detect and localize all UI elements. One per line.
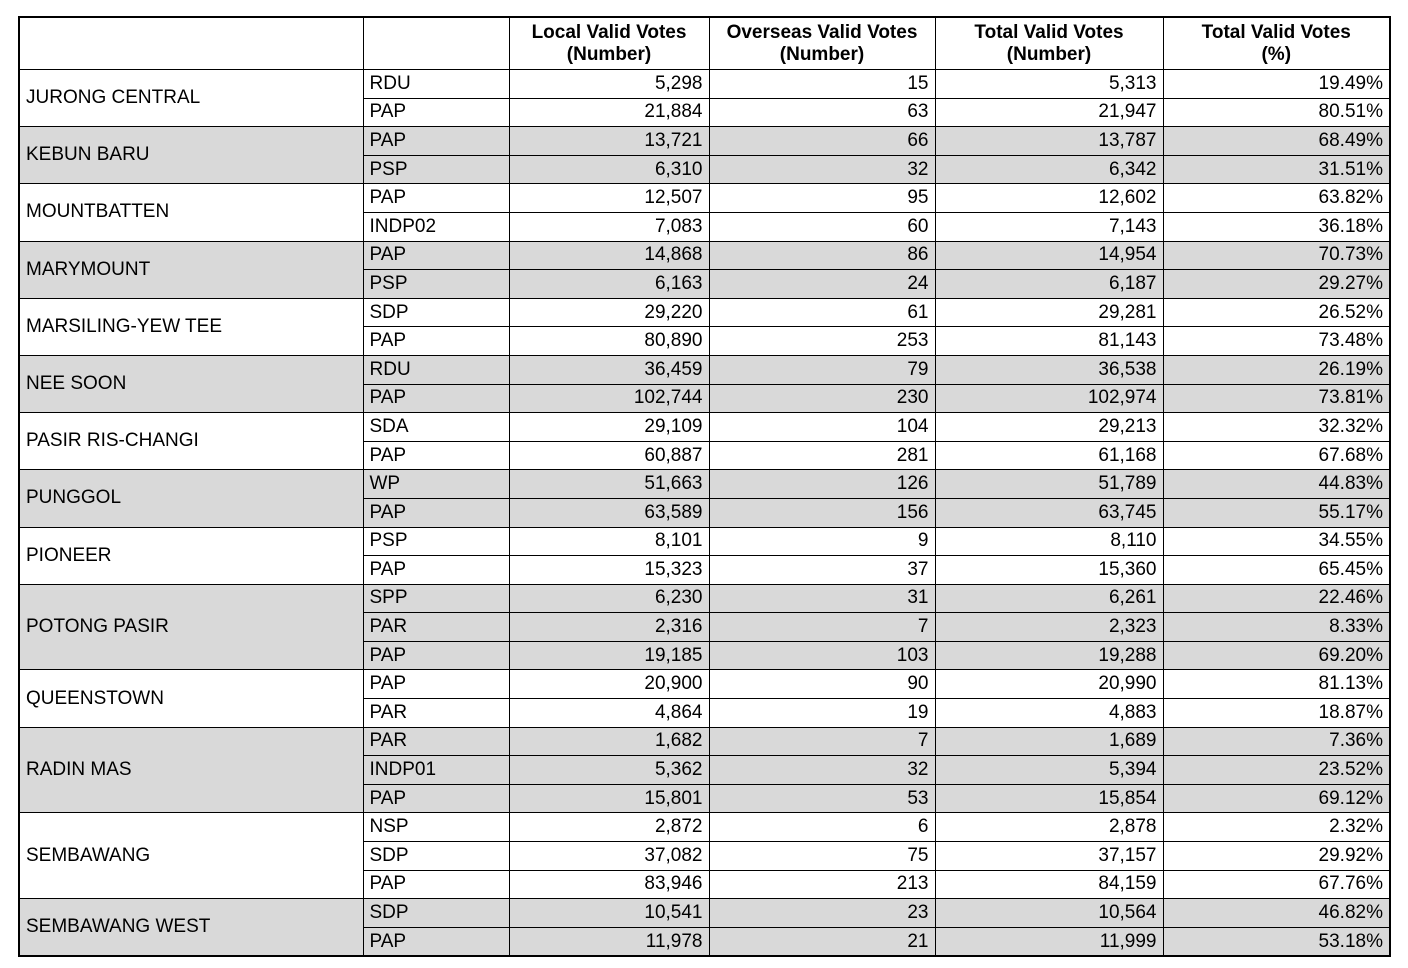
total-votes: 15,854 [935, 784, 1163, 813]
local-votes: 20,900 [509, 670, 709, 699]
constituency-name: PUNGGOL [19, 470, 363, 527]
local-votes: 15,801 [509, 784, 709, 813]
local-votes: 11,978 [509, 927, 709, 956]
table-row [19, 584, 1390, 613]
total-percent: 29.92% [1163, 842, 1390, 871]
table-row [19, 470, 1390, 499]
total-votes: 102,974 [935, 384, 1163, 413]
total-votes: 14,954 [935, 241, 1163, 270]
local-votes: 51,663 [509, 470, 709, 499]
party-name: PAP [363, 98, 509, 127]
total-percent: 26.52% [1163, 298, 1390, 327]
total-votes: 61,168 [935, 441, 1163, 470]
constituency-name: MOUNTBATTEN [19, 184, 363, 241]
total-votes: 11,999 [935, 927, 1163, 956]
total-percent: 29.27% [1163, 270, 1390, 299]
overseas-votes: 230 [709, 384, 935, 413]
header-total-votes [935, 17, 1163, 70]
total-percent: 69.12% [1163, 784, 1390, 813]
local-votes: 6,163 [509, 270, 709, 299]
header-percent-line2: (%) [1261, 43, 1292, 65]
overseas-votes: 104 [709, 413, 935, 442]
local-votes: 80,890 [509, 327, 709, 356]
total-percent: 22.46% [1163, 584, 1390, 613]
local-votes: 29,220 [509, 298, 709, 327]
party-name: PAP [363, 241, 509, 270]
party-name: PSP [363, 270, 509, 299]
table-row [19, 899, 1390, 928]
overseas-votes: 32 [709, 155, 935, 184]
local-votes: 12,507 [509, 184, 709, 213]
header-local-line2: (Number) [566, 43, 652, 65]
overseas-votes: 53 [709, 784, 935, 813]
total-votes: 29,281 [935, 298, 1163, 327]
total-votes: 10,564 [935, 899, 1163, 928]
overseas-votes: 31 [709, 584, 935, 613]
party-name: PAP [363, 384, 509, 413]
election-results-table [18, 16, 1391, 957]
party-name: SDP [363, 899, 509, 928]
header-row [19, 17, 1390, 70]
header-constituency [19, 17, 363, 70]
total-percent: 44.83% [1163, 470, 1390, 499]
overseas-votes: 253 [709, 327, 935, 356]
local-votes: 37,082 [509, 842, 709, 871]
constituency-name: QUEENSTOWN [19, 670, 363, 727]
party-name: WP [363, 470, 509, 499]
constituency-name: SEMBAWANG [19, 813, 363, 899]
header-total-line2: (Number) [1006, 43, 1092, 65]
total-percent: 81.13% [1163, 670, 1390, 699]
overseas-votes: 24 [709, 270, 935, 299]
party-name: PSP [363, 527, 509, 556]
table-row [19, 70, 1390, 99]
total-percent: 67.68% [1163, 441, 1390, 470]
party-name: PAP [363, 784, 509, 813]
total-votes: 6,342 [935, 155, 1163, 184]
party-name: SDP [363, 298, 509, 327]
local-votes: 10,541 [509, 899, 709, 928]
local-votes: 60,887 [509, 441, 709, 470]
constituency-name: SEMBAWANG WEST [19, 899, 363, 957]
total-votes: 4,883 [935, 699, 1163, 728]
party-name: PAP [363, 641, 509, 670]
local-votes: 6,230 [509, 584, 709, 613]
local-votes: 7,083 [509, 212, 709, 241]
constituency-name: PIONEER [19, 527, 363, 584]
overseas-votes: 95 [709, 184, 935, 213]
header-total-line1: Total Valid Votes [974, 21, 1124, 43]
total-votes: 63,745 [935, 498, 1163, 527]
local-votes: 13,721 [509, 127, 709, 156]
total-percent: 34.55% [1163, 527, 1390, 556]
total-percent: 2.32% [1163, 813, 1390, 842]
table-row [19, 127, 1390, 156]
total-percent: 8.33% [1163, 613, 1390, 642]
party-name: PAP [363, 327, 509, 356]
total-percent: 19.49% [1163, 70, 1390, 99]
total-percent: 53.18% [1163, 927, 1390, 956]
total-votes: 21,947 [935, 98, 1163, 127]
party-name: PAP [363, 670, 509, 699]
local-votes: 29,109 [509, 413, 709, 442]
total-votes: 81,143 [935, 327, 1163, 356]
local-votes: 6,310 [509, 155, 709, 184]
total-votes: 51,789 [935, 470, 1163, 499]
party-name: PAP [363, 870, 509, 899]
overseas-votes: 6 [709, 813, 935, 842]
overseas-votes: 37 [709, 556, 935, 585]
party-name: PAR [363, 613, 509, 642]
total-votes: 84,159 [935, 870, 1163, 899]
header-total-percent [1163, 17, 1390, 70]
overseas-votes: 213 [709, 870, 935, 899]
total-percent: 32.32% [1163, 413, 1390, 442]
party-name: INDP02 [363, 212, 509, 241]
total-votes: 36,538 [935, 355, 1163, 384]
party-name: PAP [363, 498, 509, 527]
party-name: PAP [363, 556, 509, 585]
overseas-votes: 32 [709, 756, 935, 785]
total-votes: 1,689 [935, 727, 1163, 756]
overseas-votes: 60 [709, 212, 935, 241]
total-percent: 63.82% [1163, 184, 1390, 213]
constituency-name: POTONG PASIR [19, 584, 363, 670]
total-votes: 15,360 [935, 556, 1163, 585]
party-name: PAP [363, 927, 509, 956]
local-votes: 83,946 [509, 870, 709, 899]
header-local-votes [509, 17, 709, 70]
header-overseas-votes [709, 17, 935, 70]
total-percent: 36.18% [1163, 212, 1390, 241]
total-percent: 80.51% [1163, 98, 1390, 127]
local-votes: 5,362 [509, 756, 709, 785]
header-percent-line1: Total Valid Votes [1201, 21, 1351, 43]
party-name: INDP01 [363, 756, 509, 785]
total-votes: 29,213 [935, 413, 1163, 442]
local-votes: 21,884 [509, 98, 709, 127]
local-votes: 63,589 [509, 498, 709, 527]
party-name: PAR [363, 699, 509, 728]
party-name: PAP [363, 441, 509, 470]
local-votes: 19,185 [509, 641, 709, 670]
overseas-votes: 66 [709, 127, 935, 156]
overseas-votes: 7 [709, 727, 935, 756]
party-name: SDA [363, 413, 509, 442]
total-votes: 8,110 [935, 527, 1163, 556]
overseas-votes: 79 [709, 355, 935, 384]
table-row [19, 355, 1390, 384]
total-votes: 20,990 [935, 670, 1163, 699]
table-row [19, 413, 1390, 442]
total-votes: 19,288 [935, 641, 1163, 670]
table-row [19, 527, 1390, 556]
local-votes: 102,744 [509, 384, 709, 413]
header-overseas-line1: Overseas Valid Votes [726, 21, 918, 43]
total-percent: 73.81% [1163, 384, 1390, 413]
party-name: PAR [363, 727, 509, 756]
local-votes: 15,323 [509, 556, 709, 585]
constituency-name: JURONG CENTRAL [19, 70, 363, 127]
total-percent: 65.45% [1163, 556, 1390, 585]
results-body [19, 70, 1390, 957]
total-votes: 13,787 [935, 127, 1163, 156]
table-row [19, 813, 1390, 842]
total-votes: 12,602 [935, 184, 1163, 213]
total-votes: 6,261 [935, 584, 1163, 613]
header-local-line1: Local Valid Votes [531, 21, 687, 43]
table-row [19, 727, 1390, 756]
local-votes: 5,298 [509, 70, 709, 99]
total-percent: 70.73% [1163, 241, 1390, 270]
total-votes: 2,323 [935, 613, 1163, 642]
total-percent: 26.19% [1163, 355, 1390, 384]
constituency-name: RADIN MAS [19, 727, 363, 813]
constituency-name: PASIR RIS-CHANGI [19, 413, 363, 470]
local-votes: 14,868 [509, 241, 709, 270]
local-votes: 2,872 [509, 813, 709, 842]
overseas-votes: 23 [709, 899, 935, 928]
results-table-container [18, 16, 1391, 957]
total-percent: 67.76% [1163, 870, 1390, 899]
total-votes: 5,313 [935, 70, 1163, 99]
overseas-votes: 86 [709, 241, 935, 270]
header-overseas-line2: (Number) [779, 43, 865, 65]
total-percent: 73.48% [1163, 327, 1390, 356]
party-name: NSP [363, 813, 509, 842]
table-row [19, 670, 1390, 699]
constituency-name: MARSILING-YEW TEE [19, 298, 363, 355]
overseas-votes: 19 [709, 699, 935, 728]
overseas-votes: 75 [709, 842, 935, 871]
total-percent: 23.52% [1163, 756, 1390, 785]
party-name: SPP [363, 584, 509, 613]
local-votes: 8,101 [509, 527, 709, 556]
local-votes: 4,864 [509, 699, 709, 728]
total-percent: 7.36% [1163, 727, 1390, 756]
local-votes: 2,316 [509, 613, 709, 642]
overseas-votes: 15 [709, 70, 935, 99]
table-row [19, 184, 1390, 213]
constituency-name: NEE SOON [19, 355, 363, 412]
total-percent: 68.49% [1163, 127, 1390, 156]
total-votes: 5,394 [935, 756, 1163, 785]
total-percent: 46.82% [1163, 899, 1390, 928]
total-votes: 2,878 [935, 813, 1163, 842]
party-name: RDU [363, 355, 509, 384]
overseas-votes: 63 [709, 98, 935, 127]
overseas-votes: 7 [709, 613, 935, 642]
local-votes: 1,682 [509, 727, 709, 756]
table-row [19, 241, 1390, 270]
party-name: PAP [363, 184, 509, 213]
overseas-votes: 103 [709, 641, 935, 670]
total-votes: 7,143 [935, 212, 1163, 241]
total-percent: 69.20% [1163, 641, 1390, 670]
party-name: PAP [363, 127, 509, 156]
overseas-votes: 281 [709, 441, 935, 470]
party-name: SDP [363, 842, 509, 871]
overseas-votes: 156 [709, 498, 935, 527]
total-percent: 18.87% [1163, 699, 1390, 728]
overseas-votes: 9 [709, 527, 935, 556]
overseas-votes: 61 [709, 298, 935, 327]
constituency-name: MARYMOUNT [19, 241, 363, 298]
total-votes: 37,157 [935, 842, 1163, 871]
constituency-name: KEBUN BARU [19, 127, 363, 184]
total-percent: 55.17% [1163, 498, 1390, 527]
local-votes: 36,459 [509, 355, 709, 384]
total-percent: 31.51% [1163, 155, 1390, 184]
overseas-votes: 90 [709, 670, 935, 699]
overseas-votes: 21 [709, 927, 935, 956]
overseas-votes: 126 [709, 470, 935, 499]
header-party [363, 17, 509, 70]
party-name: RDU [363, 70, 509, 99]
party-name: PSP [363, 155, 509, 184]
table-row [19, 298, 1390, 327]
total-votes: 6,187 [935, 270, 1163, 299]
